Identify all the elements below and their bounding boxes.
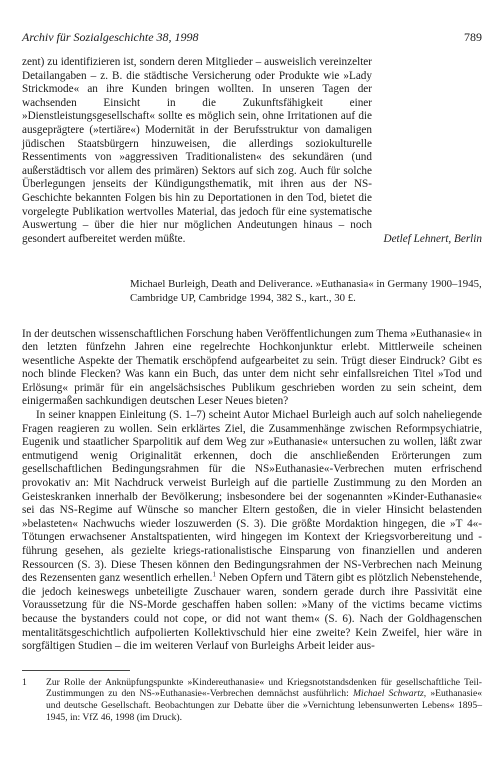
page-number: 789 [464,30,482,44]
footnote-cited-author: Michael Schwartz, [352,688,427,700]
body-paragraph-1: In der deutschen wissenschaftlichen Forschung haben Veröffentlichungen zum Thema »Euthanasie« in den letzten fünfzehn Jahren eine regelrechte Hochkonjunktur erlebt. Mittlerweile scheinen wesentliche Aspekte der Thematik erschöpfend aufgearbeitet zu sein. Trügt dieser Eindruck? Gibt es noch blinde Flecken? Was kann ein Buch, das unter dem nicht sehr einfallsreichen Titel »Tod und Erlösung« primär für ein angelsächsisches Publikum geschrieben worden zu sein scheint, dem einigermaßen sachkundigen deutschen Leser Neues bieten? [22,327,482,408]
footnote [22,677,482,723]
review-bibliographic-header [130,278,482,305]
review-header-line-2: Cambridge UP, Cambridge 1994, 382 S., kart., 30 £. [130,291,356,304]
footnote-text-before: Zur Rolle der Anknüpfungspunkte »Kindereuthanasie« und Kriegsnotstandsdenken für gesellschaftliche Teil-Zustimmungen zu den NS-»Euthanasie«-Verbrechen demnächst ausführlich: [46,676,482,700]
previous-review-text: zent) zu identifizieren ist, sondern deren Mitglieder – ausweislich vereinzelter Detailangaben – z. B. die städtische Versicherung oder Produkte wie »Lady Strickmode« an ihre Kunden bringen wollten. In unseren Tagen der wachsenden Einsicht in die Zukunftsfähigkeit einer »Dienstleistungsgesellschaft« sollte es möglich sein, ohne Irritationen auf die ausgeprägtere (»tertiäre«) Modernität in der Berufsstruktur von damaligen jüdischen Staatsbürgern hinzuweisen, die allerdings soziokulturelle Ressentiments von »aggressiven Traditionalisten« des sekundären (und außerstädtisch vor allem des primären) Sektors auf sich zog. Auch für solche Überlegungen jenseits der Kündigungsthematik, mit ihren aus der NS-Geschichte bekannten Folgen bis hin zu Deportationen in den Tod, bietet die vorgelegte Publikation wertvolles Material, das jedoch für eine systematische Auswertung – über die hier nur möglichen Andeutungen hinaus – noch gesondert aufbereitet werden müßte. [22,56,372,245]
page [22,30,482,723]
footnote-text-after: »Euthanasie« und deutsche Gesellschaft. Beobachtungen zur Debatte über die »Vernichtung lebensunwerten Lebens« 1895–1945, in: VfZ 46, 1998 (im Druck). [46,688,482,723]
body-paragraph-2-text: In seiner knappen Einleitung (S. 1–7) scheint Autor Michael Burleigh auch auf solch naheliegende Fragen reagieren zu wollen. Sein erklärtes Ziel, die Zusammenhänge zwischen Reformpsychiatrie, Eugenik und staatlicher Sparpolitik auf dem Weg zur »Euthanasie« untersuchen zu wollen, läßt zwar entmutigend wenig Originalität erkennen, doch die anschließenden Erörterungen zum gesellschaftlichen Bedingungsrahmen für die NS»Euthanasie«-Verbrechen muten erfrischend provokativ an: Mit Nachdruck verweist Burleigh auf die partielle Zustimmung zu den Morden an Geisteskranken innerhalb der Bevölkerung; insbesondere bei der sogenannten »Kinder-Euthanasie« sei das NS-Regime auf Wünsche so mancher Eltern gestoßen, die in vieler Hinsicht belastenden »belasteten« Nachwuchs wieder loszuwerden (S. 3). Die größte Mordaktion hingegen, die »T 4«-Tötungen erwachsener Anstaltspatienten, wird hingegen im Kontext der Kriegsvorbereitung und -führung gesehen, als gezielte kriegs-rationalistische Einsparung von finanziellen und anderen Ressourcen (S. 3). Diese Thesen können den Bedingungsrahmen der NS-Verbrechen nach Meinung des Rezensenten ganz wesentlich erhellen. [22,409,482,585]
review-author-signature: Detlef Lehnert, Berlin [383,232,482,245]
footnote-divider [22,670,130,671]
running-header [22,30,482,56]
body-paragraph-2-continuation: Neben Opfern und Tätern gibt es plötzlich Nebenstehende, die jedoch keineswegs unbeteiligte Zuschauer waren, sondern gerade durch ihre Passivität eine Voraussetzung für die NS-Morde geschaffen haben sollen: »Many of the victims became victims because the bystanders could not cope, or did not want them« (S. 6). Nach der Goldhagenschen mentalitätsgeschichtlich aufpolierten Kollektivschuld hier eine zweite? Kein Zweifel, hier wäre in sorgfältigen Studien – die im weiteren Verlauf von Burleighs Arbeit leider aus- [22,572,483,653]
review-header-line-1: Michael Burleigh, Death and Deliverance. »Euthanasia« in Germany 1900–1945, [130,278,482,291]
body-paragraph-2 [22,409,482,654]
footnote-text [46,677,482,723]
footnote-number: 1 [22,676,27,688]
journal-title: Archiv für Sozialgeschichte 38, 1998 [22,30,199,44]
footnote-reference: 1 [212,570,216,579]
